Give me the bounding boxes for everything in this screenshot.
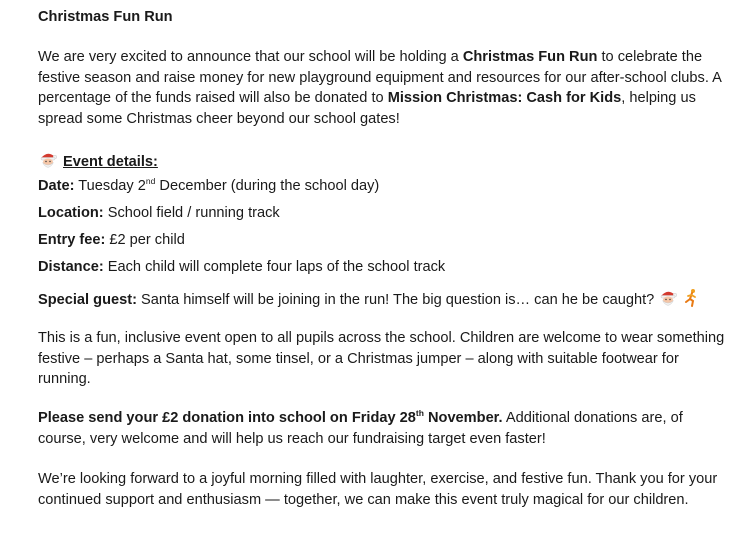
intro-text-2: to celebrate the festive season and raise money for new playground equipment and resources for our after-school clubs. A percentage of the funds raised will also be donated to — [38, 49, 722, 106]
detail-location-label: Location: — [38, 205, 104, 221]
detail-location — [38, 205, 280, 221]
donation-rest: Additional donations are, of course, very welcome and will help us reach our fundraising target even faster! — [38, 410, 683, 447]
detail-distance — [38, 259, 445, 275]
closing-paragraph: We’re looking forward to a joyful morning filled with laughter, exercise, and festive fun. Thank you for your continued support and enthusiasm — together, we can make this event truly magical for our children. — [38, 471, 718, 508]
intro-text-3: , helping us spread some Christmas cheer beyond our school gates! — [38, 90, 696, 127]
detail-date-suffix: nd — [145, 176, 156, 186]
intro-bold-event-name: Christmas Fun Run — [462, 49, 598, 65]
detail-date-value: Tuesday 2 — [74, 178, 146, 194]
intro-text-1: We are very excited to announce that our school will be holding a — [38, 49, 463, 65]
donation-paragraph — [38, 408, 728, 449]
donation-bold — [38, 410, 503, 426]
intro-paragraph — [38, 47, 728, 129]
detail-entry-fee-value: £2 per child — [105, 232, 185, 248]
event-details-label: Event details: — [63, 154, 158, 170]
event-details-heading — [38, 150, 158, 174]
detail-distance-label: Distance: — [38, 259, 104, 275]
donation-date-suffix: th — [415, 408, 424, 418]
detail-special-guest-label: Special guest: — [38, 292, 137, 308]
runner-icon — [682, 288, 700, 312]
detail-entry-fee — [38, 232, 185, 248]
inclusive-paragraph: This is a fun, inclusive event open to all pupils across the school. Children are welcome to wear something festive – perhaps a Santa hat, some tinsel, or a Christmas jumper – along with suitable footwear for running. — [38, 330, 725, 387]
donation-bold-text: Please send your £2 donation into school on Friday 28 — [38, 410, 416, 426]
detail-entry-fee-label: Entry fee: — [38, 232, 106, 248]
intro-bold-charity: Mission Christmas: Cash for Kids — [387, 90, 622, 106]
detail-date-label: Date: — [38, 178, 75, 194]
donation-bold-month: November. — [423, 410, 503, 426]
detail-date — [38, 178, 379, 194]
detail-date-rest: December (during the school day) — [155, 178, 380, 194]
detail-special-guest-value: Santa himself will be joining in the run! The big question is… can he be caught? — [136, 292, 655, 308]
detail-distance-value: Each child will complete four laps of the school track — [103, 259, 446, 275]
detail-special-guest — [38, 288, 700, 312]
document-title: Christmas Fun Run — [38, 9, 173, 25]
detail-location-value: School field / running track — [103, 205, 280, 221]
santa-icon — [38, 150, 58, 174]
santa-icon — [658, 288, 678, 312]
